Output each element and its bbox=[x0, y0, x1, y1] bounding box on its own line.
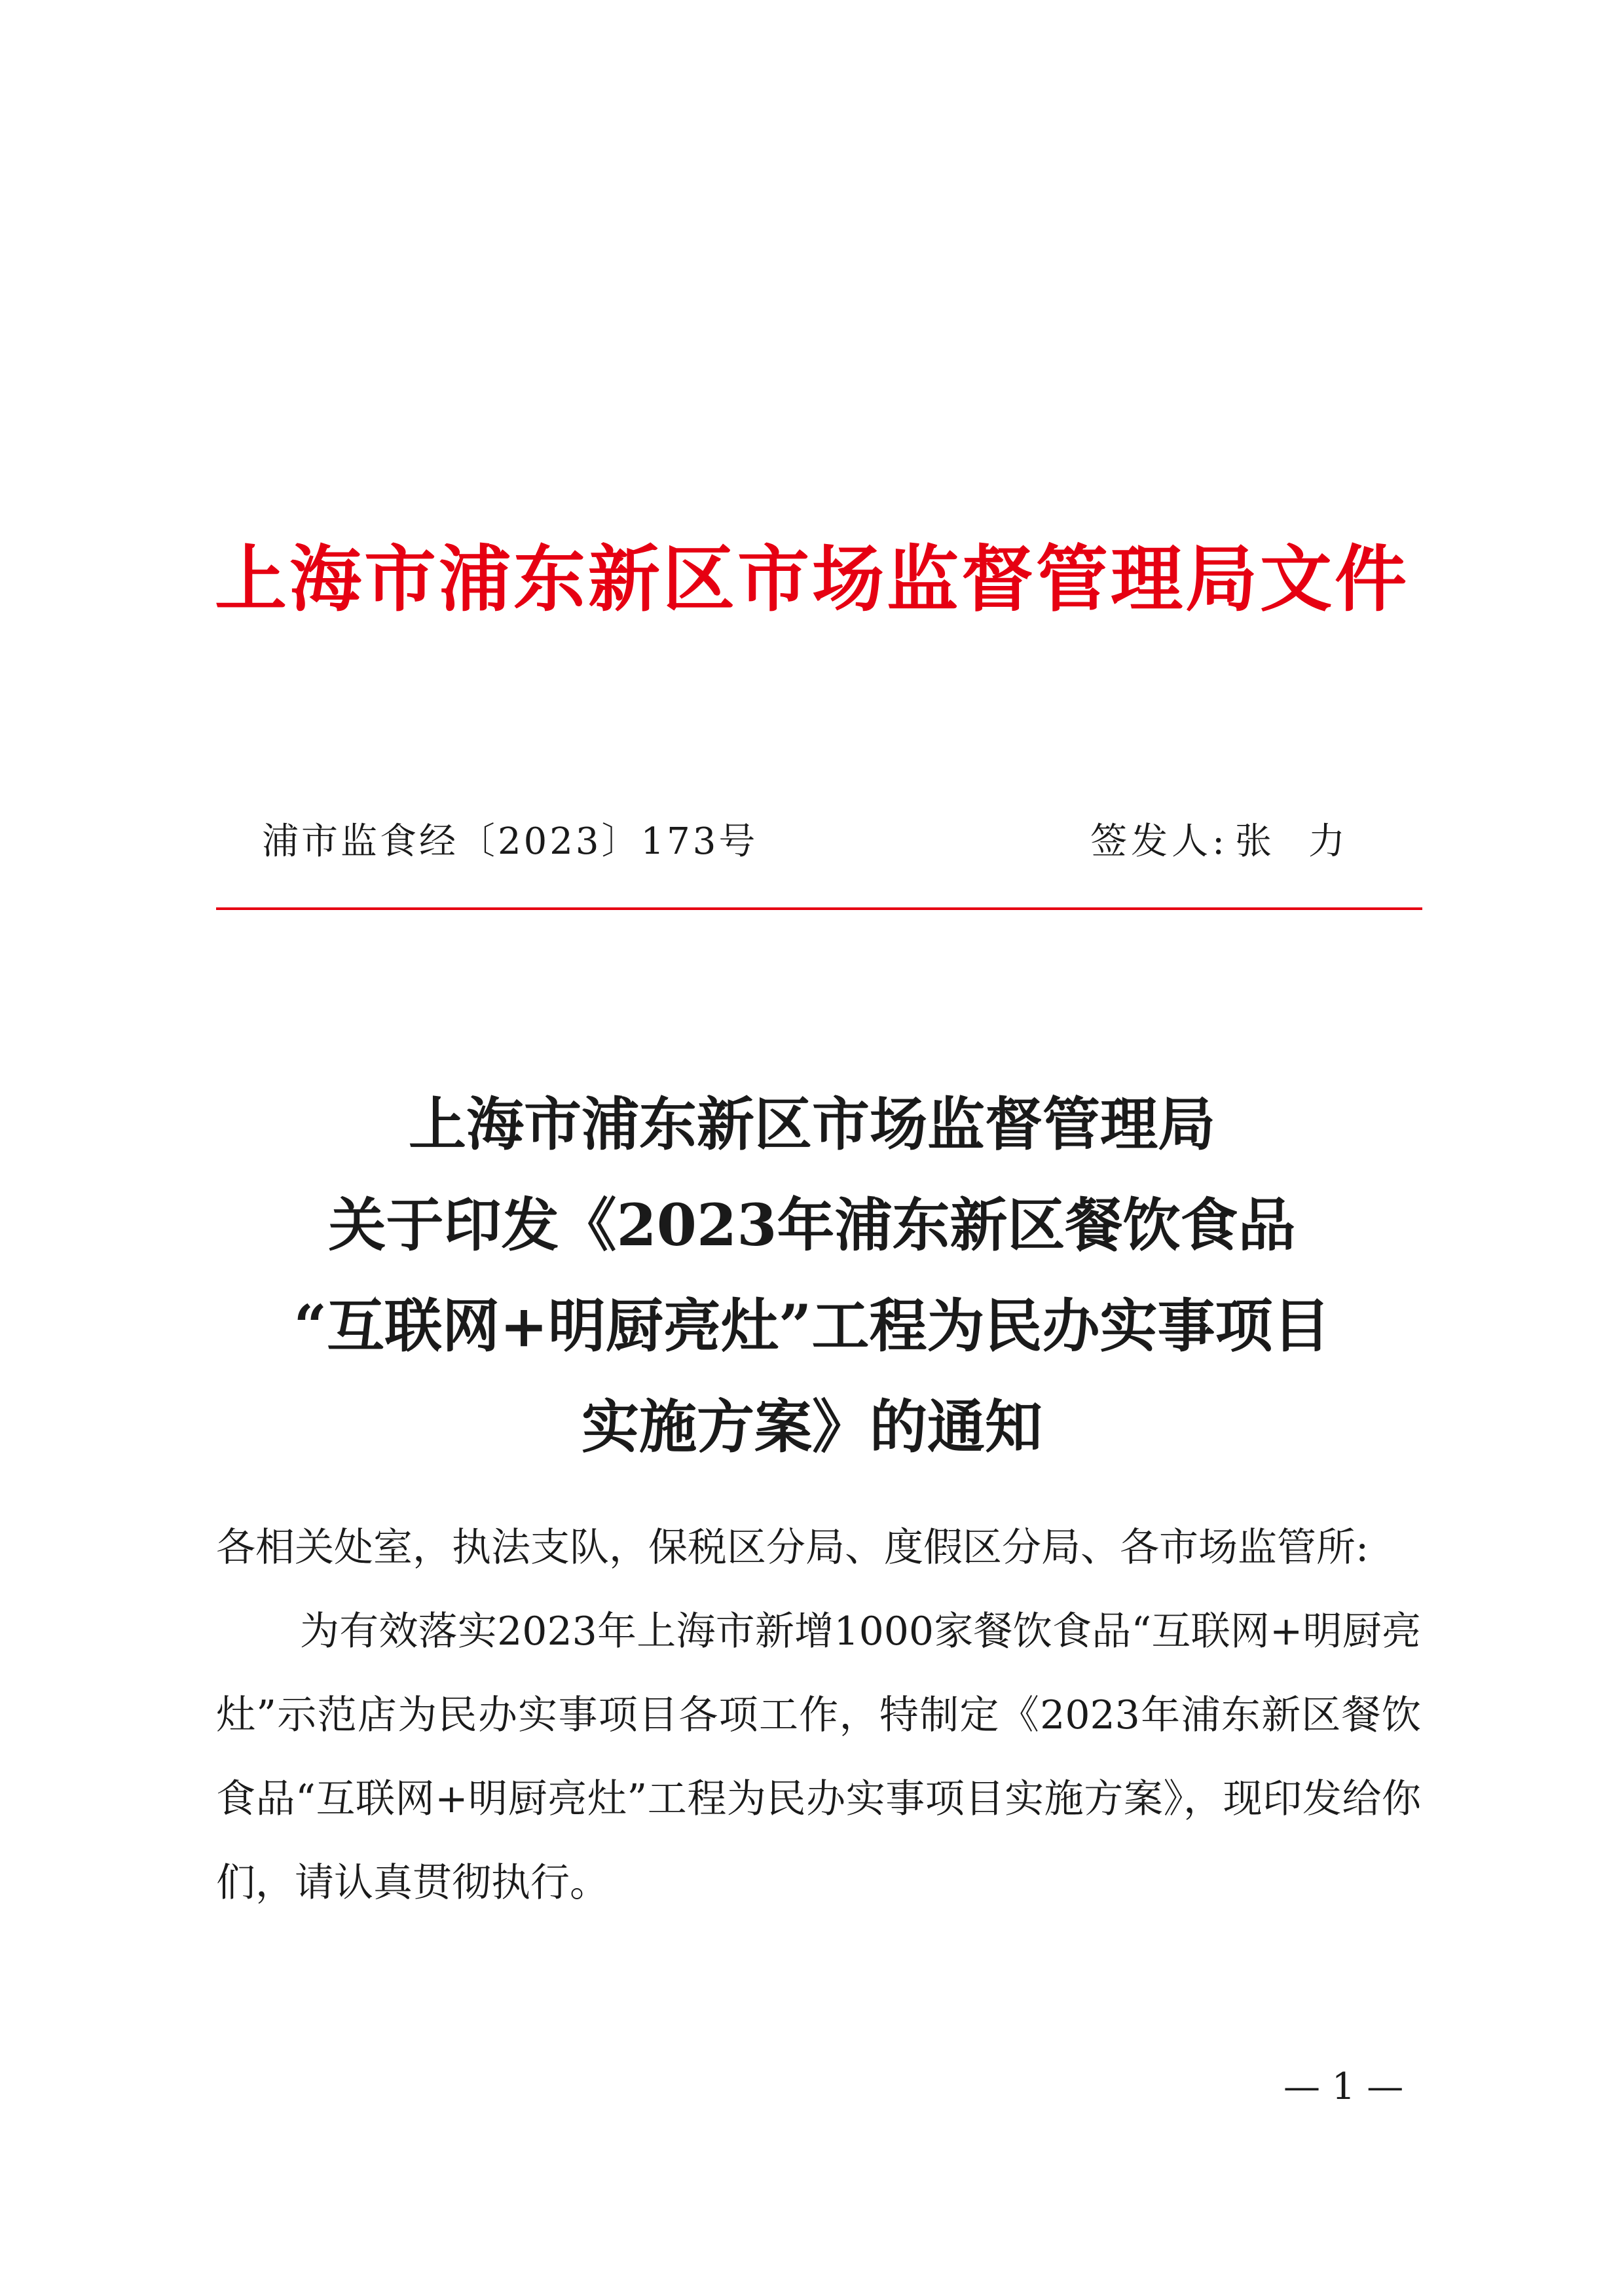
page-number: — 1 — bbox=[1283, 2066, 1404, 2108]
masthead-title: 上海市浦东新区市场监督管理局文件 bbox=[215, 537, 1409, 621]
notice-body bbox=[216, 1506, 1421, 1925]
title-line: “互联网+明厨亮灶”工程为民办实事项目 bbox=[293, 1292, 1331, 1360]
signer-name: 张力 bbox=[1235, 820, 1382, 863]
signer-block bbox=[1090, 820, 1382, 863]
body-paragraph: 为有效落实2023年上海市新增1000家餐饮食品“互联网+明厨亮灶”示范店为民办实事项目各项工作，特制定《2023年浦东新区餐饮食品“互联网+明厨亮灶”工程为民办实事项目实施方案》，现印发给你们，请认真贯彻执行。 bbox=[216, 1609, 1421, 1906]
red-divider-line bbox=[216, 907, 1422, 910]
signer-label: 签发人: bbox=[1090, 820, 1228, 863]
notice-title bbox=[0, 1074, 1624, 1477]
title-line: 关于印发《2023年浦东新区餐饮食品 bbox=[328, 1191, 1296, 1259]
document-number: 浦市监食经〔2023〕173号 bbox=[262, 820, 758, 863]
salutation: 各相关处室，执法支队，保税区分局、度假区分局、各市场监管所: bbox=[216, 1525, 1369, 1571]
title-line: 实施方案》的通知 bbox=[581, 1393, 1043, 1461]
title-line: 上海市浦东新区市场监督管理局 bbox=[408, 1090, 1215, 1158]
